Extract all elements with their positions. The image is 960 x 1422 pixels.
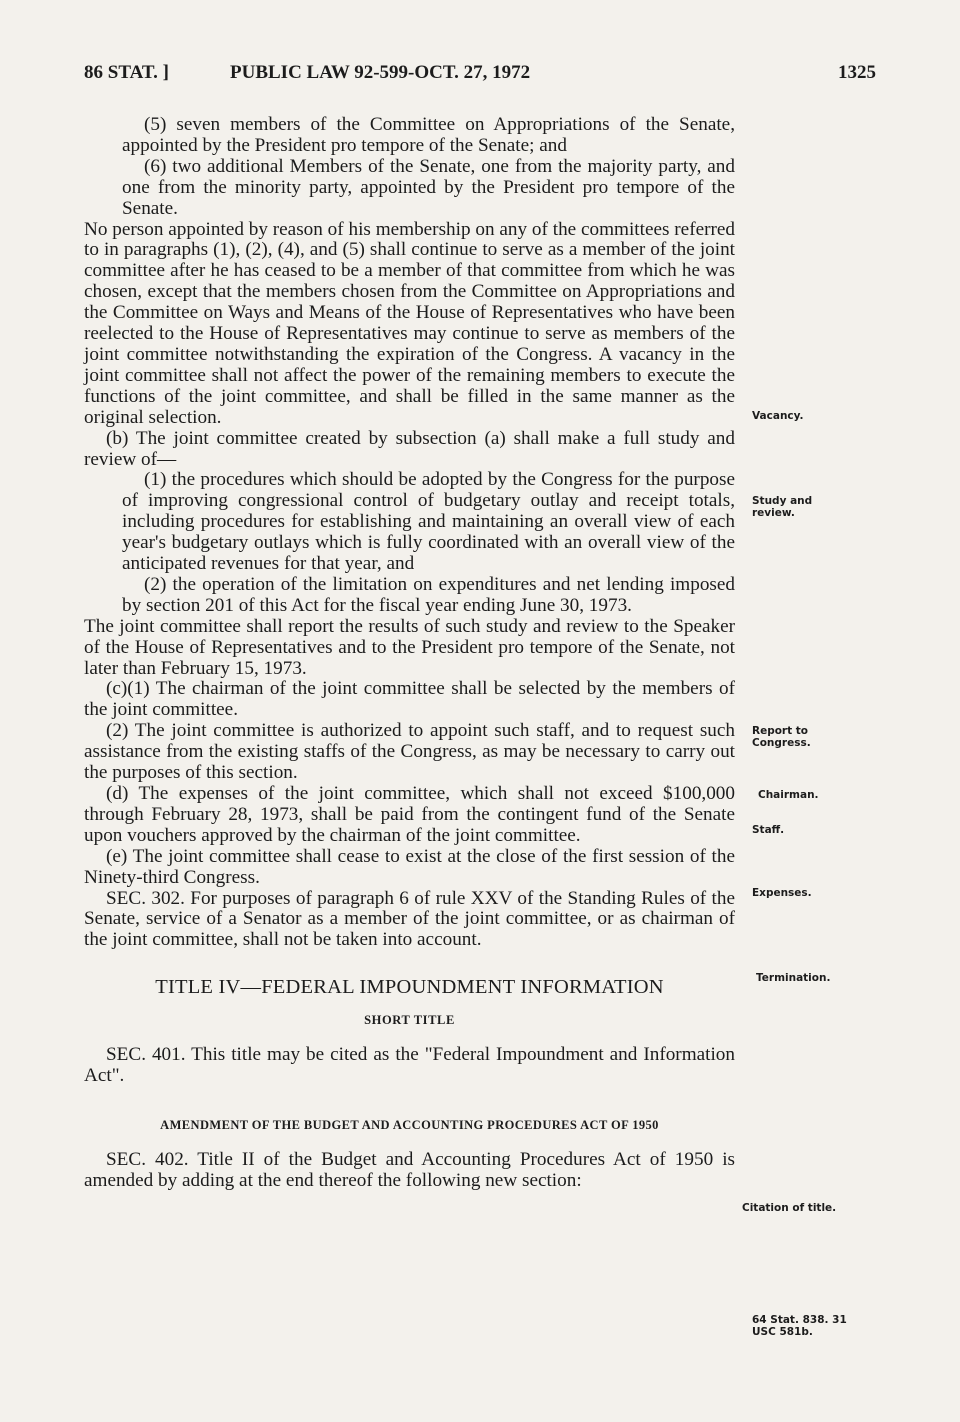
subsection-b-2: (2) the operation of the limitation on expenditures and net lending imposed by section 201 of this Act for the fiscal year ending June 30, 1973. [122, 573, 735, 616]
margin-note-report: Report to Congress. [752, 725, 811, 749]
margin-note-expenses: Expenses. [752, 887, 812, 899]
margin-note-stat: 64 Stat. 838. 31 USC 581b. [752, 1314, 847, 1338]
margin-note-study: Study and review. [752, 495, 813, 519]
subsection-d: (d) The expenses of the joint committee, which shall not exceed $100,000 through February 28, 1973, shall be paid from the contingent fund of the Senate upon vouchers approved by the chairman of the joint committee. [84, 783, 735, 846]
margin-note-vacancy: Vacancy. [752, 410, 804, 422]
subsection-b: (b) The joint committee created by subsection (a) shall make a full study and review of— [84, 427, 735, 470]
subsection-c-1: (c)(1) The chairman of the joint committee shall be selected by the members of the joint committee. [84, 678, 735, 721]
page-header [84, 62, 876, 90]
subsection-b-1: (1) the procedures which should be adopted by the Congress for the purpose of improving congressional control of budgetary outlay and receipt totals, including procedures for establishing and maintaining an overall view of each year's budgetary outlays which is fully coordinated with an overall view of the anticipated revenues for that year, and [122, 469, 735, 575]
subsection-c-2: (2) The joint committee is authorized to appoint such staff, and to request such assistance from the existing staffs of the Congress, as may be necessary to carry out the purposes of this section. [84, 720, 735, 784]
subsection-e: (e) The joint committee shall cease to exist at the close of the first session of the Ninety-third Congress. [84, 845, 735, 888]
page-number: 1325 [838, 62, 876, 83]
section-302: SEC. 302. For purposes of paragraph 6 of rule XXV of the Standing Rules of the Senate, service of a Senator as a member of the joint committee, or as chairman of the joint committee, shall not be taken into account. [84, 887, 735, 951]
margin-note-citation: Citation of title. [742, 1202, 837, 1214]
volume-citation: 86 STAT. ] [84, 62, 169, 83]
section-402: SEC. 402. Title II of the Budget and Accounting Procedures Act of 1950 is amended by adding at the end thereof the following new section: [84, 1148, 735, 1191]
margin-note-termination: Termination. [756, 972, 831, 984]
short-title-heading: SHORT TITLE [364, 1013, 455, 1028]
membership-paragraph: No person appointed by reason of his membership on any of the committees referred to in paragraphs (1), (2), (4), and (5) shall continue to serve as a member of the joint committee after he has ceased to be a member of that committee from which he was chosen, except that the members chosen from the Committee on Appropriations and the Committee on Ways and Means of the House of Representatives who have been reelected to the House of Representatives may continue to serve as members of the joint committee notwithstanding the expiration of the Congress. A vacancy in the joint committee shall not affect the power of the remaining members to execute the functions of the joint committee, and shall be filled in the same manner as the original selection. [84, 218, 735, 428]
paragraph-5: (5) seven members of the Committee on Appropriations of the Senate, appointed by the President pro tempore of the Senate; and [122, 114, 735, 156]
running-title: PUBLIC LAW 92-599-OCT. 27, 1972 [230, 62, 531, 83]
amendment-heading: AMENDMENT OF THE BUDGET AND ACCOUNTING PROCEDURES ACT OF 1950 [160, 1117, 659, 1132]
body-text [84, 115, 735, 1192]
margin-note-chairman: Chairman. [758, 789, 819, 801]
report-paragraph: The joint committee shall report the results of such study and review to the Speaker of the House of Representatives and to the President pro tempore of the Senate, not later than February 15, 1973. [84, 615, 735, 679]
section-401: SEC. 401. This title may be cited as the "Federal Impoundment and Information Act". [84, 1044, 735, 1086]
paragraph-6: (6) two additional Members of the Senate, one from the majority party, and one from the minority party, appointed by the President pro tempore of the Senate. [122, 155, 735, 219]
margin-note-staff: Staff. [752, 824, 785, 836]
title-iv-heading: TITLE IV—FEDERAL IMPOUNDMENT INFORMATION [155, 976, 664, 999]
